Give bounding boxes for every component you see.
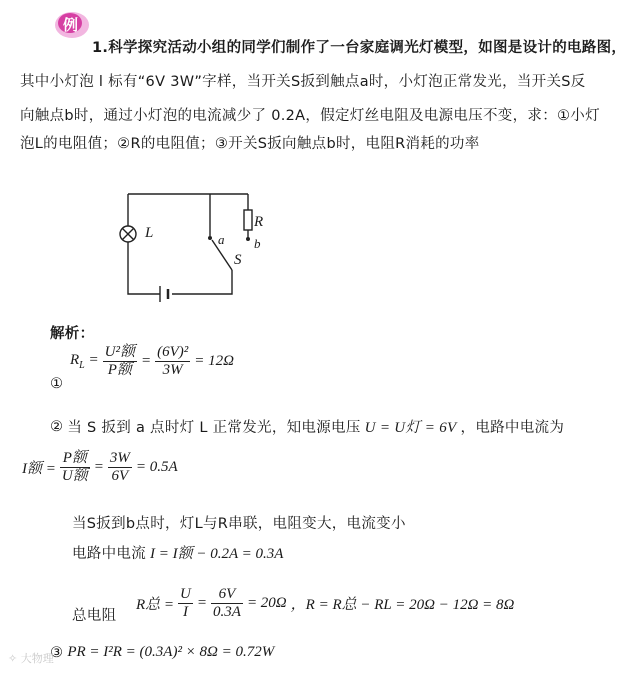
step3-eq: PR = I²R = (0.3A)² × 8Ω = 0.72W xyxy=(67,644,275,660)
step3-line xyxy=(50,644,274,661)
step2-result: = 0.5A xyxy=(135,459,178,475)
watermark-icon: ✧ xyxy=(8,652,21,665)
step2-current-line xyxy=(72,542,283,563)
problem-text-1: .科学探究活动小组的同学们制作了一台家庭调光灯模型，如图是设计的电路图， xyxy=(102,40,627,56)
example-badge xyxy=(52,8,92,46)
total-frac-1: $\frac{U}{I}$ xyxy=(180,586,191,620)
current-eq: I = I额 − 0.2A = 0.3A xyxy=(150,546,284,562)
step2-line xyxy=(50,416,564,437)
badge-label: 例 xyxy=(63,16,79,34)
label-a: a xyxy=(218,232,225,247)
problem-line-1 xyxy=(92,36,626,57)
step1-formula: $R_L$ = $\frac{\text{U²额}}{\text{P额}}$ = $\frac{\text{(6V)²}}{3W}$ = 12Ω xyxy=(70,344,234,378)
step3-marker: ③ xyxy=(50,644,64,661)
label-L: L xyxy=(145,225,154,241)
step2-voltage-eq: U = U灯 = 6V xyxy=(364,420,457,436)
step2-note: 当S扳到b点时，灯L与R串联，电阻变大，电流变小 xyxy=(72,516,406,532)
step2-lhs: I额 = xyxy=(22,461,56,477)
problem-line-3: 向触点b时，通过小灯泡的电流减少了 0.2A，假定灯丝电阻及电源电压不变，求：①小灯 xyxy=(20,108,600,124)
problem-line-4: 泡L的电阻值；②R的电阻值；③开关S扳向触点b时，电阻R消耗的功率 xyxy=(20,136,480,152)
problem-number: 1 xyxy=(92,40,103,56)
total-label: 总电阻 xyxy=(72,608,117,624)
step1-lhs: R xyxy=(70,352,80,368)
label-R: R xyxy=(254,214,264,230)
current-label: 电路中电流 xyxy=(72,546,146,562)
total-lhs: R总 = xyxy=(136,597,175,613)
total-frac-2: $\frac{6V}{0.3A}$ xyxy=(213,586,241,620)
watermark-bottom-left xyxy=(8,650,54,666)
step2-current-formula: I额 = $\frac{\text{P额}}{\text{U额}}$ = $\frac{3W}{6V}$ = 0.5A xyxy=(22,450,178,484)
step1-result: = 12Ω xyxy=(194,353,234,369)
step2-marker: ② xyxy=(50,418,64,435)
step2-frac-1: $\frac{\text{P额}}{\text{U额}}$ xyxy=(61,450,88,484)
r-eq: ，R = R总 − RL = 20Ω − 12Ω = 8Ω xyxy=(290,597,515,613)
step1-frac-2: $\frac{\text{(6V)²}}{3W}$ xyxy=(157,344,189,378)
step2-frac-2: $\frac{3W}{6V}$ xyxy=(109,450,130,484)
label-b: b xyxy=(254,236,261,251)
watermark-text: 大物理 xyxy=(20,652,54,665)
problem-line-2: 其中小灯泡 l 标有“6V 3W”字样，当开关S扳到触点a时，小灯泡正常发光，当开关S反 xyxy=(20,74,586,90)
solution-heading: 解析： xyxy=(50,326,95,342)
label-S: S xyxy=(234,252,242,268)
step2-text-a: 当 S 扳到 a 点时灯 L 正常发光，知电源电压 xyxy=(67,420,361,436)
step2-text-b: ，电路中电流为 xyxy=(460,420,565,436)
step1-lhs-sub: L xyxy=(79,360,85,371)
total-result: = 20Ω xyxy=(246,595,287,611)
step1-marker: ① xyxy=(50,376,64,392)
step1-frac-1: $\frac{\text{U²额}}{\text{P额}}$ xyxy=(104,344,135,378)
total-resistance-formula: R总 = $\frac{U}{I}$ = $\frac{6V}{0.3A}$ = 20Ω ，R = R总 − RL = 20Ω − 12Ω = 8Ω xyxy=(136,586,515,620)
